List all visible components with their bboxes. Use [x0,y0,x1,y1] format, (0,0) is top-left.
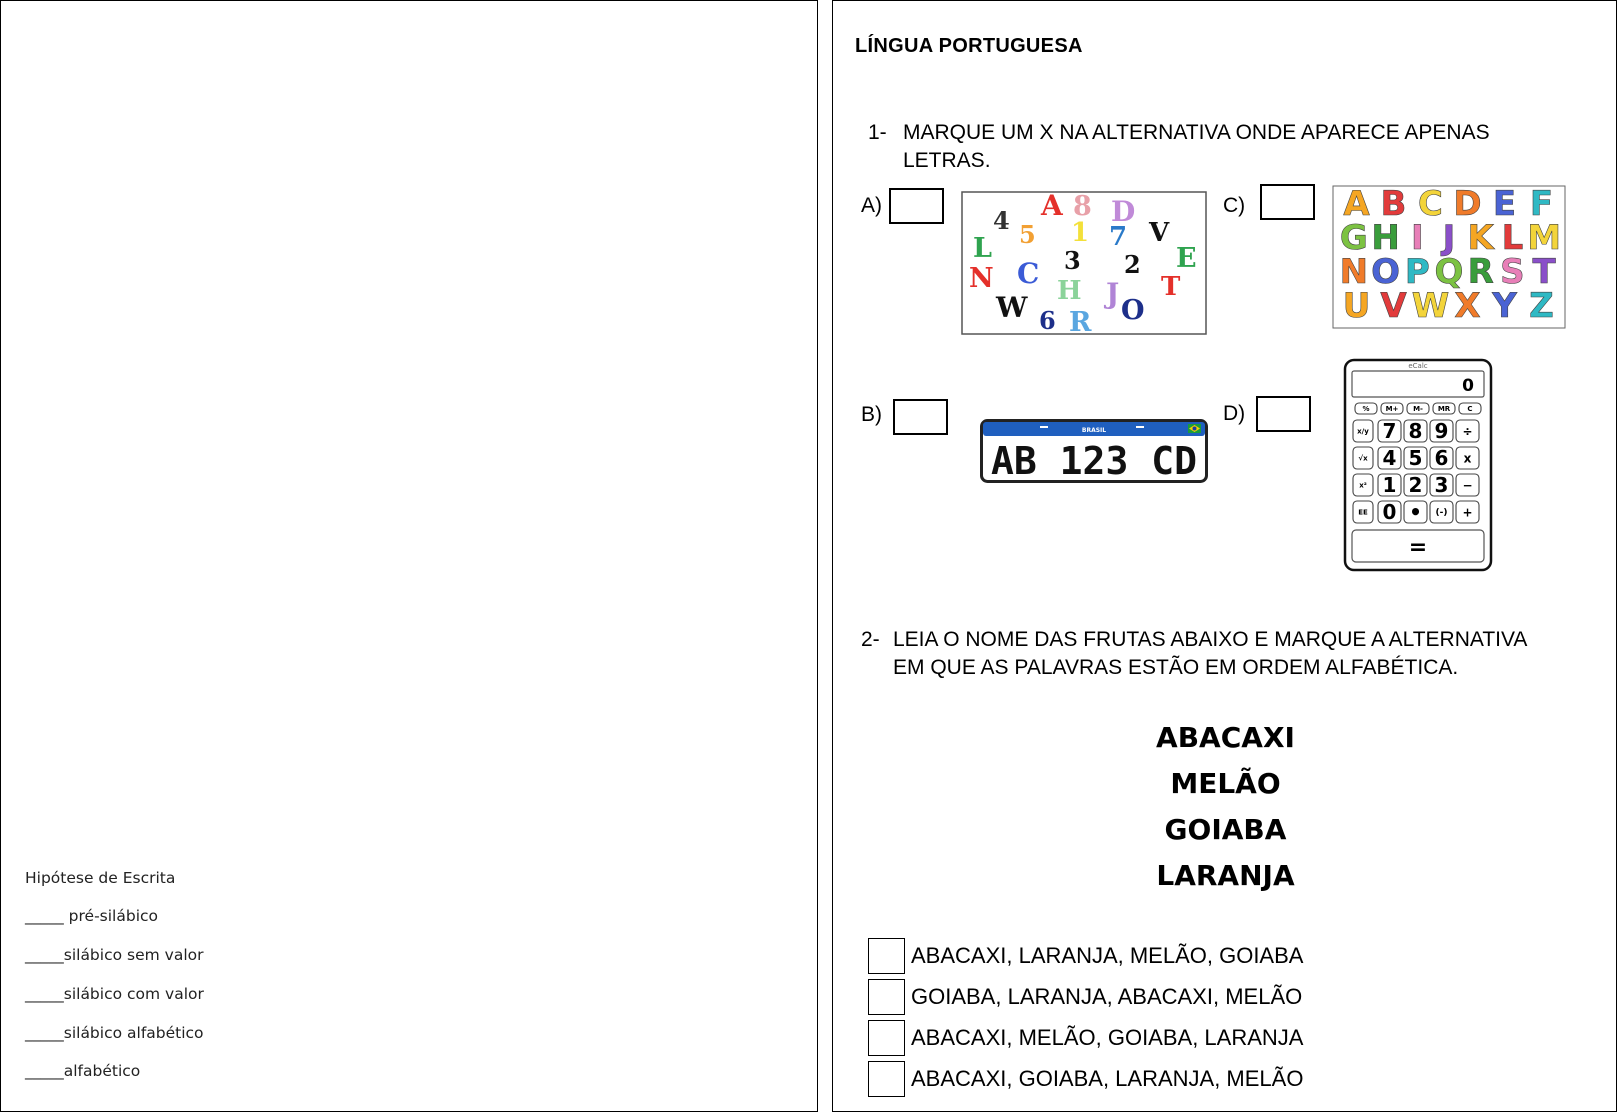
image-c-letter: A [1343,185,1370,224]
calculator-image [1343,358,1493,572]
calculator-key-label: EE [1358,508,1368,517]
fruit-word: MELÃO [1170,767,1281,800]
license-plate-svg [980,419,1208,483]
image-a-char: 2 [1124,250,1141,279]
question-1 [868,119,1608,179]
image-c-letter: L [1501,218,1524,258]
question-text-line2: EM QUE AS PALAVRAS ESTÃO EM ORDEM ALFABÉTICA. [893,656,1459,679]
image-a-char: T [1161,272,1181,302]
q2-option-checkbox[interactable] [868,938,905,974]
image-c-letter: X [1454,286,1481,326]
image-c-letter: S [1500,252,1525,292]
option-c-label: C) [1223,194,1246,217]
calculator-key-label: 8 [1408,419,1423,444]
calculator-key-label: 1 [1382,473,1397,498]
calculator-key-label: ÷ [1462,424,1473,439]
image-a-char: L [973,233,992,264]
question-number: 1- [868,121,887,144]
image-a-char: 6 [1039,306,1056,335]
calculator-key-label: • [1409,500,1422,525]
plate-text: AB 123 CD [991,439,1197,483]
image-a-char: E [1176,243,1197,274]
calculator-key-label: 6 [1434,446,1449,471]
image-c-letter: R [1467,252,1494,292]
image-a-char: R [1069,307,1092,335]
calculator-key-label: x [1463,451,1472,466]
question-text-line1: LEIA O NOME DAS FRUTAS ABAIXO E MARQUE A ALTERNATIVA [893,628,1528,651]
image-a-char: C [1017,257,1040,290]
image-a-char: 5 [1019,220,1036,249]
image-c-letter: H [1371,218,1400,258]
alphabet-image [1332,185,1566,329]
question-text-line1: MARQUE UM X NA ALTERNATIVA ONDE APARECE APENAS [903,121,1490,144]
image-a-char: D [1111,195,1136,228]
image-c-letter: D [1453,185,1482,224]
page-title: LÍNGUA PORTUGUESA [855,35,1083,57]
hipotese-item: _____silábico sem valor [25,946,204,964]
hipotese-item: _____ pré-silábico [25,907,159,925]
calculator-key-label: M- [1413,405,1423,414]
q2-option-text: ABACAXI, LARANJA, MELÃO, GOIABA [911,943,1304,968]
calculator-key-label: + [1462,505,1473,520]
image-a-char: A [1041,191,1063,222]
fruit-word: ABACAXI [1156,721,1295,754]
calculator-key-label: √x [1358,454,1368,463]
q2-option-text: ABACAXI, GOIABA, LARANJA, MELÃO [911,1066,1304,1091]
image-c-letter: P [1404,252,1430,292]
option-b-label: B) [861,403,882,426]
calculator-key-label: 2 [1408,473,1423,498]
image-c-letter: Q [1434,252,1464,292]
image-c-letter: M [1527,218,1562,258]
option-b-checkbox[interactable] [893,399,948,435]
calculator-title: eCalc [1408,362,1428,370]
question-number: 2- [861,628,880,651]
calculator-key-label: C [1467,405,1473,414]
image-a-char: 3 [1064,246,1081,275]
question-2 [861,626,1611,686]
hipotese-item: _____silábico alfabético [25,1024,204,1042]
calculator-svg [1343,358,1493,572]
calculator-key-label: x² [1359,481,1367,490]
image-c-letter: I [1410,218,1424,258]
image-c-letter: J [1442,218,1456,258]
image-c-letter: V [1380,286,1407,326]
hipotese-item: _____alfabético [25,1062,141,1080]
image-c-letter: B [1380,185,1407,224]
image-c-letter: Z [1529,286,1554,326]
alphabet-svg [1332,185,1566,329]
image-a-char: N [969,263,994,294]
calculator-equals-label: = [1408,535,1428,560]
question-text-line2: LETRAS. [903,149,991,172]
image-a-char: V [1149,218,1170,248]
q2-option-checkbox[interactable] [868,1061,905,1097]
calculator-key-label: MR [1437,405,1451,414]
calculator-key-label: 5 [1408,446,1423,471]
image-a-char: W [996,291,1028,324]
calculator-key-label: 0 [1382,500,1397,525]
option-c-checkbox[interactable] [1260,184,1315,220]
image-c-letter: K [1467,218,1494,258]
image-a-char: J [1106,277,1120,310]
hipotese-item: _____silábico com valor [25,985,204,1003]
calculator-key-label: (-) [1435,508,1448,519]
calculator-key-label: % [1362,405,1370,414]
image-a-char: 7 [1109,222,1128,252]
license-plate-image [980,419,1208,483]
calculator-key-label: 7 [1382,419,1397,444]
fruit-word: LARANJA [1156,859,1295,892]
image-c-letter: Y [1492,286,1517,326]
image-c-letter: U [1342,286,1371,326]
image-a-char: 1 [1071,218,1090,248]
q2-option-text: ABACAXI, MELÃO, GOIABA, LARANJA [911,1025,1304,1050]
fruit-word: GOIABA [1164,813,1287,846]
option-a-checkbox[interactable] [889,188,944,224]
calculator-key-label: − [1462,478,1473,493]
image-c-letter: G [1339,218,1368,258]
calculator-key-label: 9 [1434,419,1449,444]
letters-numbers-svg [961,191,1207,335]
image-c-letter: O [1371,252,1401,292]
right-page [832,0,1617,1112]
q2-option-checkbox[interactable] [868,1020,905,1056]
calculator-key-label: M+ [1385,405,1399,414]
hipotese-title: Hipótese de Escrita [25,869,176,887]
image-c-letter: C [1418,185,1443,224]
image-c-letter: N [1339,252,1369,292]
calculator-key-label: 3 [1434,473,1449,498]
q2-option-checkbox[interactable] [868,979,905,1015]
image-c-letter: T [1532,252,1556,292]
image-a-char: O [1121,295,1145,326]
option-d-checkbox[interactable] [1256,396,1311,432]
image-c-letter: W [1411,286,1450,326]
image-a-char: 8 [1073,191,1092,222]
q2-option-text: GOIABA, LARANJA, ABACAXI, MELÃO [911,984,1303,1009]
calculator-display: 0 [1462,376,1474,396]
letters-numbers-image [961,191,1207,335]
calculator-key-label: x/y [1357,427,1369,436]
plate-country: BRASIL [1081,427,1107,434]
image-a-char: H [1057,276,1082,306]
image-c-letter: E [1492,185,1517,224]
calculator-key-label: 4 [1382,446,1397,471]
image-a-char: 4 [993,206,1010,235]
option-d-label: D) [1223,402,1246,425]
image-c-letter: F [1529,185,1554,224]
option-a-label: A) [861,194,882,217]
